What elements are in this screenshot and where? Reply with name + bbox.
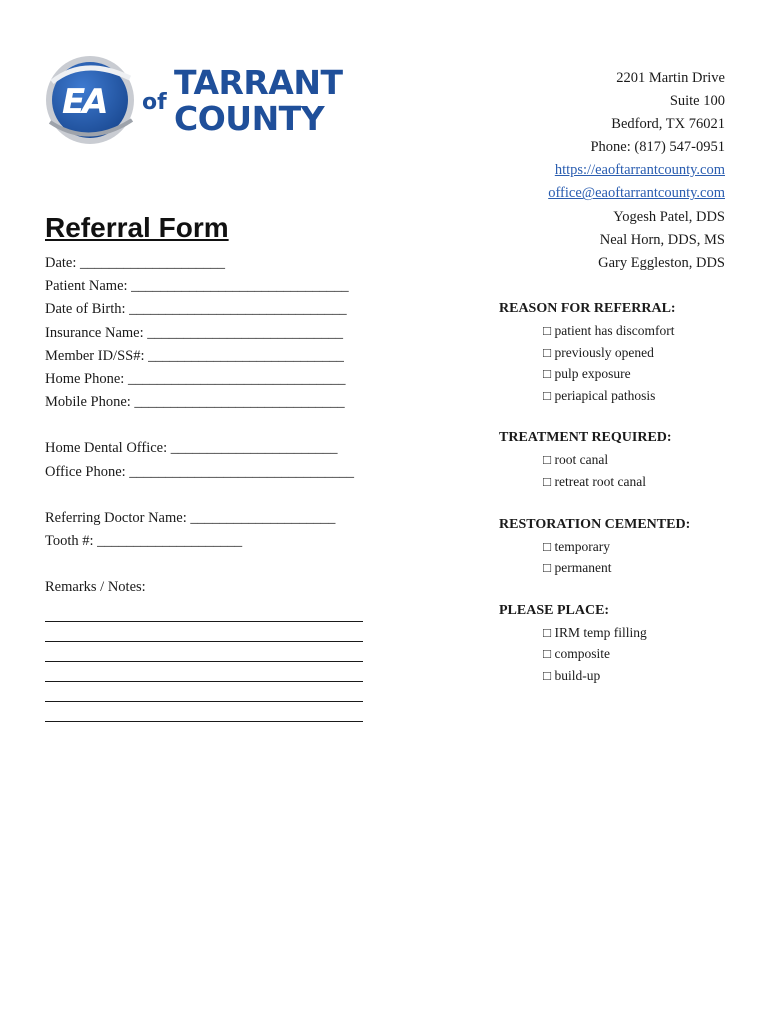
logo-line2: COUNTY [174,99,325,138]
dob-field[interactable]: Date of Birth: ______________________________ [45,301,347,318]
restoration-heading: RESTORATION CEMENTED: [499,516,691,532]
doctor-3: Gary Eggleston, DDS [598,254,725,271]
insurance-field[interactable]: Insurance Name: ___________________________ [45,324,344,341]
patient-fields [45,255,375,722]
restoration-option[interactable]: □ permanent [543,560,612,576]
notes-line[interactable] [45,682,363,702]
place-heading: PLEASE PLACE: [499,602,610,618]
patient-name-field[interactable]: Patient Name: ______________________________ [45,278,349,295]
logo-line1: TARRANT [174,63,343,102]
website-link[interactable]: https://eaoftarrantcounty.com [554,162,725,179]
place-option[interactable]: □ build-up [543,667,601,683]
place-option[interactable]: □ IRM temp filling [543,624,647,640]
address-block [548,67,725,275]
remarks-label: Remarks / Notes: [45,579,146,596]
address-phone: Phone: (817) 547-0951 [590,139,725,156]
treatment-option[interactable]: □ retreat root canal [543,473,646,489]
notes-line[interactable] [45,622,363,642]
email-link[interactable]: office@eaoftarrantcounty.com [548,185,725,202]
member-id-field[interactable]: Member ID/SS#: ___________________________ [45,347,344,364]
reason-option[interactable]: □ patient has discomfort [543,323,675,338]
home-phone-field[interactable]: Home Phone: ______________________________ [45,370,346,387]
treatment-option[interactable]: □ root canal [543,452,609,468]
logo [44,52,343,148]
treatment-heading: TREATMENT REQUIRED: [499,430,672,446]
mobile-phone-field[interactable]: Mobile Phone: _____________________________ [45,394,345,411]
place-option[interactable]: □ composite [543,646,611,662]
address-city: Bedford, TX 76021 [611,116,725,133]
logo-initials: EA [62,82,106,122]
tooth-field[interactable]: Tooth #: ____________________ [45,532,243,549]
date-field[interactable]: Date: ____________________ [45,255,226,271]
doctor-1: Yogesh Patel, DDS [613,208,725,225]
reason-heading: REASON FOR REFERRAL: [499,301,676,316]
logo-of: of [142,90,167,115]
notes-line[interactable] [45,702,363,722]
reason-option[interactable]: □ pulp exposure [543,366,631,382]
reason-option[interactable]: □ periapical pathosis [543,387,656,403]
doctor-2: Neal Horn, DDS, MS [599,231,725,248]
referral-options [499,298,739,687]
page-title: Referral Form [45,212,229,243]
notes-line[interactable] [45,662,363,682]
address-street: 2201 Martin Drive [616,70,725,86]
notes-line[interactable] [45,642,363,662]
office-phone-field[interactable]: Office Phone: _______________________________ [45,463,355,480]
notes-line[interactable] [45,602,363,622]
address-suite: Suite 100 [669,93,725,110]
reason-option[interactable]: □ previously opened [543,344,654,360]
dental-office-field[interactable]: Home Dental Office: _______________________ [45,440,338,457]
referring-doctor-field[interactable]: Referring Doctor Name: ____________________ [45,509,336,526]
restoration-option[interactable]: □ temporary [543,538,611,554]
